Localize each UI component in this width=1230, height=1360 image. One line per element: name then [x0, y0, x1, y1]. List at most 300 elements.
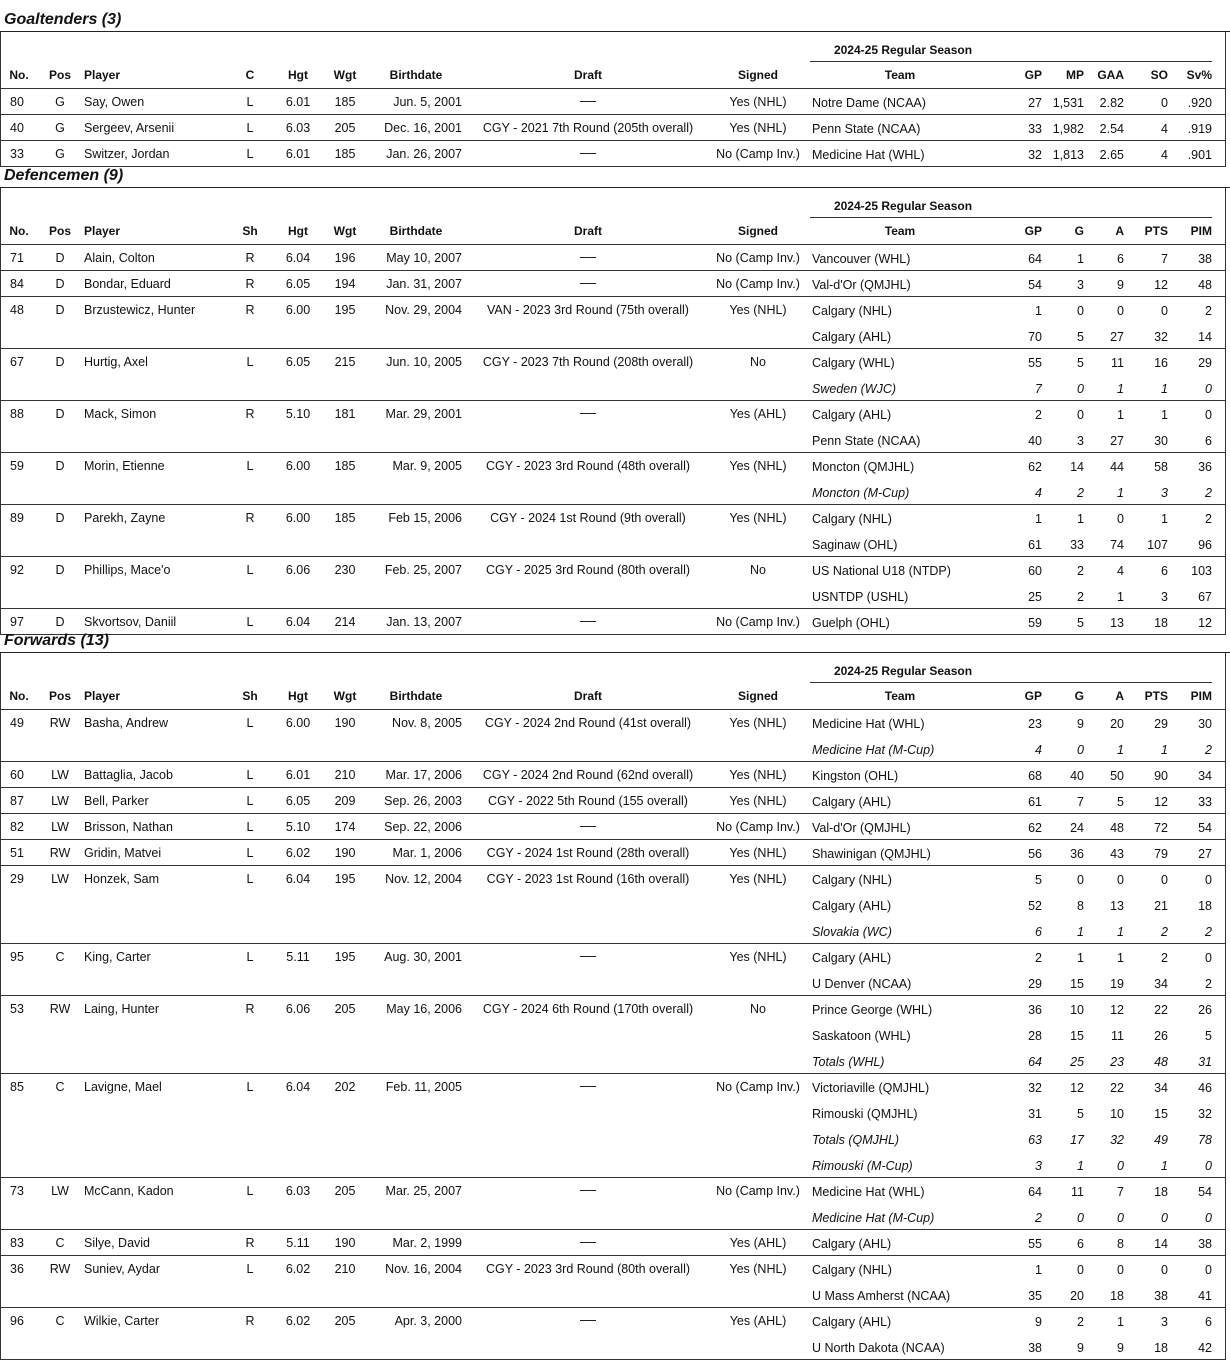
stat-value: 2	[1077, 590, 1084, 604]
weight: 195	[334, 872, 356, 886]
player-name: Battaglia, Jacob	[84, 768, 173, 782]
position: LW	[51, 794, 69, 808]
stat-value: 1	[1035, 512, 1042, 526]
player-row	[0, 1177, 1226, 1229]
stat-value: 2.82	[1099, 96, 1124, 110]
handedness: R	[245, 1002, 255, 1016]
hdr-team: Team	[884, 68, 916, 82]
position: D	[55, 277, 65, 291]
stat-value: 2	[1077, 1315, 1084, 1329]
stat-value: 0	[1205, 382, 1212, 396]
stat-value: 1	[1077, 252, 1084, 266]
player-row	[0, 348, 1226, 400]
hdr-stat2: G	[1074, 224, 1084, 238]
stat-value: 34	[1154, 977, 1168, 991]
stat-value: 30	[1154, 434, 1168, 448]
handedness: L	[246, 95, 254, 109]
height: 6.00	[285, 716, 311, 730]
stat-value: 10	[1070, 1003, 1084, 1017]
weight: 210	[334, 768, 356, 782]
hdr-hand: C	[245, 68, 255, 82]
number: 96	[10, 1314, 24, 1328]
number: 89	[10, 511, 24, 525]
number: 87	[10, 794, 24, 808]
height: 6.01	[285, 768, 311, 782]
stat-value: 35	[1028, 1289, 1042, 1303]
birthdate: Sep. 26, 2003	[384, 794, 462, 808]
height: 6.02	[285, 1314, 311, 1328]
weight: 214	[334, 615, 356, 629]
player-name: Mack, Simon	[84, 407, 157, 421]
team: Calgary (WHL)	[812, 356, 895, 370]
stat-line	[0, 114, 1226, 140]
height: 6.05	[285, 277, 311, 291]
stat-value: 0	[1205, 1263, 1212, 1277]
stat-value: 1	[1117, 1315, 1124, 1329]
player-name: Parekh, Zayne	[84, 511, 166, 525]
stat-value: 60	[1028, 564, 1042, 578]
number: 95	[10, 950, 24, 964]
team: U Mass Amherst (NCAA)	[812, 1289, 951, 1303]
signed: No (Camp Inv.)	[716, 251, 800, 265]
signed: Yes (NHL)	[729, 872, 787, 886]
stat-value: 34	[1154, 1081, 1168, 1095]
number: 60	[10, 768, 24, 782]
stat-value: 38	[1028, 1341, 1042, 1355]
player-row	[0, 140, 1226, 166]
stat-value: 58	[1154, 460, 1168, 474]
hdr-birthdate: Birthdate	[389, 68, 443, 82]
stat-value: 2	[1205, 486, 1212, 500]
team: Calgary (AHL)	[812, 330, 892, 344]
stat-value: 5	[1035, 873, 1042, 887]
hdr-hgt: Hgt	[288, 68, 308, 82]
signed: Yes (NHL)	[729, 768, 787, 782]
player-name: Say, Owen	[84, 95, 145, 109]
stat-value: 2	[1205, 925, 1212, 939]
stat-value: 6	[1077, 1237, 1084, 1251]
weight: 181	[334, 407, 356, 421]
stat-value: 54	[1198, 821, 1212, 835]
stat-value: 2	[1161, 925, 1168, 939]
handedness: L	[246, 1184, 254, 1198]
stat-value: 23	[1028, 717, 1042, 731]
stat-value: 32	[1028, 148, 1042, 162]
stat-value: 59	[1028, 616, 1042, 630]
stat-value: 1	[1117, 382, 1124, 396]
signed: Yes (NHL)	[729, 794, 787, 808]
number: 67	[10, 355, 24, 369]
draft: CGY - 2023 7th Round (208th overall)	[482, 355, 694, 369]
hdr-pos: Pos	[48, 224, 71, 238]
stat-value: 52	[1028, 899, 1042, 913]
team: Calgary (AHL)	[812, 1237, 892, 1251]
stat-line	[0, 995, 1226, 1021]
number: 33	[10, 147, 24, 161]
stat-value: 2	[1035, 951, 1042, 965]
stat-value: 24	[1070, 821, 1084, 835]
player-row	[0, 839, 1226, 865]
stat-value: 18	[1110, 1289, 1124, 1303]
stat-value: 54	[1028, 278, 1042, 292]
stat-value: .920	[1187, 96, 1212, 110]
number: 92	[10, 563, 24, 577]
stat-value: 14	[1198, 330, 1212, 344]
stat-value: 6	[1205, 434, 1212, 448]
handedness: L	[246, 1262, 254, 1276]
stat-value: 29	[1198, 356, 1212, 370]
stat-value: 0	[1161, 96, 1168, 110]
handedness: L	[246, 615, 254, 629]
stat-value: 29	[1154, 717, 1168, 731]
stat-value: 0	[1117, 873, 1124, 887]
stat-value: 79	[1154, 847, 1168, 861]
position: D	[55, 251, 65, 265]
stat-value: 1,813	[1052, 148, 1084, 162]
stat-line	[0, 530, 1226, 556]
position: RW	[49, 716, 71, 730]
signed: Yes (NHL)	[729, 1262, 787, 1276]
stat-value: 9	[1117, 278, 1124, 292]
stat-value: 36	[1028, 1003, 1042, 1017]
hdr-signed: Signed	[737, 68, 778, 82]
player-name: Hurtig, Axel	[84, 355, 148, 369]
player-name: Laing, Hunter	[84, 1002, 160, 1016]
stat-value: 1	[1077, 1159, 1084, 1173]
birthdate: Jan. 31, 2007	[386, 277, 462, 291]
stat-value: 8	[1117, 1237, 1124, 1251]
team: Calgary (NHL)	[812, 512, 892, 526]
stat-value: 27	[1110, 330, 1124, 344]
height: 6.03	[285, 1184, 311, 1198]
player-name: Skvortsov, Daniil	[84, 615, 177, 629]
stat-value: 5	[1077, 1107, 1084, 1121]
weight: 190	[334, 846, 356, 860]
stat-value: 2	[1077, 486, 1084, 500]
team: Slovakia (WC)	[812, 925, 892, 939]
hdr-stat3: A	[1115, 689, 1124, 703]
position: C	[55, 950, 65, 964]
stat-value: 5	[1205, 1029, 1212, 1043]
stat-line	[0, 839, 1226, 865]
stat-line	[0, 735, 1226, 761]
draft: VAN - 2023 3rd Round (75th overall)	[487, 303, 689, 317]
stat-value: 0	[1077, 1211, 1084, 1225]
position: LW	[51, 1184, 69, 1198]
stat-value: 1	[1077, 951, 1084, 965]
stat-line	[0, 478, 1226, 504]
signed: No (Camp Inv.)	[716, 277, 800, 291]
position: D	[55, 615, 65, 629]
handedness: L	[246, 121, 254, 135]
hdr-hand: Sh	[242, 224, 258, 238]
birthdate: Jan. 13, 2007	[386, 615, 462, 629]
stat-value: 62	[1028, 821, 1042, 835]
stat-value: 32	[1198, 1107, 1212, 1121]
stat-value: 15	[1070, 977, 1084, 991]
stat-value: 5	[1077, 330, 1084, 344]
handedness: L	[246, 355, 254, 369]
stat-line	[0, 1151, 1226, 1177]
stat-value: 33	[1070, 538, 1084, 552]
stat-line	[0, 787, 1226, 813]
stat-value: 61	[1028, 795, 1042, 809]
stat-value: 7	[1035, 382, 1042, 396]
stat-value: 0	[1161, 304, 1168, 318]
height: 5.11	[286, 950, 310, 964]
height: 6.04	[285, 1080, 311, 1094]
birthdate: Mar. 29, 2001	[385, 407, 462, 421]
weight: 230	[334, 563, 356, 577]
hdr-stat2: MP	[1066, 68, 1084, 82]
stat-value: 0	[1205, 408, 1212, 422]
number: 82	[10, 820, 24, 834]
player-row	[0, 400, 1226, 452]
stat-line	[0, 943, 1226, 969]
birthdate: Jun. 5, 2001	[393, 95, 462, 109]
stat-value: 29	[1028, 977, 1042, 991]
stat-value: 1	[1117, 743, 1124, 757]
hdr-birthdate: Birthdate	[389, 224, 443, 238]
hdr-stat1: GP	[1024, 224, 1042, 238]
stat-value: 15	[1070, 1029, 1084, 1043]
height: 5.10	[285, 820, 311, 834]
stat-value: 14	[1070, 460, 1084, 474]
team: Penn State (NCAA)	[812, 122, 921, 136]
birthdate: Aug. 30, 2001	[384, 950, 462, 964]
stat-value: 2	[1161, 951, 1168, 965]
stat-value: 55	[1028, 356, 1042, 370]
hdr-no: No.	[9, 224, 29, 238]
position: D	[55, 563, 65, 577]
signed: No	[750, 563, 766, 577]
player-row	[0, 761, 1226, 787]
stat-value: 0	[1205, 873, 1212, 887]
stat-line	[0, 426, 1226, 452]
handedness: L	[246, 147, 254, 161]
season-label: 2024-25 Regular Season	[833, 199, 973, 213]
player-name: Suniev, Aydar	[84, 1262, 160, 1276]
stat-value: 38	[1154, 1289, 1168, 1303]
hdr-no: No.	[9, 68, 29, 82]
number: 40	[10, 121, 24, 135]
stat-value: 9	[1117, 1341, 1124, 1355]
birthdate: Mar. 17, 2006	[385, 768, 462, 782]
stat-line	[0, 709, 1226, 735]
stat-value: 30	[1198, 717, 1212, 731]
number: 59	[10, 459, 24, 473]
weight: 190	[334, 716, 356, 730]
stat-value: 78	[1198, 1133, 1212, 1147]
signed: Yes (NHL)	[729, 121, 787, 135]
hdr-signed: Signed	[737, 224, 778, 238]
weight: 185	[334, 95, 356, 109]
stat-value: 1	[1117, 408, 1124, 422]
height: 6.01	[285, 147, 311, 161]
draft: CGY - 2024 2nd Round (41st overall)	[484, 716, 692, 730]
weight: 210	[334, 1262, 356, 1276]
stat-value: 1	[1161, 743, 1168, 757]
stat-line	[0, 1177, 1226, 1203]
stat-value: 12	[1154, 278, 1168, 292]
stat-line	[0, 1099, 1226, 1125]
number: 29	[10, 872, 24, 886]
stat-value: 7	[1117, 1185, 1124, 1199]
column-header-row	[0, 68, 1226, 86]
stat-value: 7	[1077, 795, 1084, 809]
stat-value: 1,531	[1052, 96, 1084, 110]
player-name: Silye, David	[84, 1236, 150, 1250]
birthdate: Feb. 11, 2005	[385, 1080, 462, 1094]
player-row	[0, 865, 1226, 943]
team: Rimouski (QMJHL)	[812, 1107, 918, 1121]
stat-line	[0, 270, 1226, 296]
stat-value: 74	[1110, 538, 1124, 552]
stat-value: 22	[1110, 1081, 1124, 1095]
number: 97	[10, 615, 24, 629]
stat-value: 0	[1077, 408, 1084, 422]
stat-value: 0	[1117, 1263, 1124, 1277]
stat-value: 1,982	[1052, 122, 1084, 136]
stat-value: .901	[1187, 148, 1212, 162]
number: 80	[10, 95, 24, 109]
stat-value: 0	[1077, 873, 1084, 887]
team: US National U18 (NTDP)	[812, 564, 951, 578]
stat-value: 33	[1028, 122, 1042, 136]
handedness: R	[245, 511, 255, 525]
signed: No (Camp Inv.)	[716, 615, 800, 629]
player-name: Wilkie, Carter	[84, 1314, 160, 1328]
player-row	[0, 244, 1226, 270]
stat-value: 3	[1035, 1159, 1042, 1173]
team: Moncton (QMJHL)	[812, 460, 915, 474]
number: 71	[10, 251, 24, 265]
hdr-pos: Pos	[48, 68, 71, 82]
handedness: L	[246, 563, 254, 577]
stat-value: 3	[1161, 590, 1168, 604]
draft: CGY - 2023 1st Round (16th overall)	[486, 872, 690, 886]
hdr-stat3: A	[1115, 224, 1124, 238]
weight: 209	[334, 794, 356, 808]
stat-value: 31	[1198, 1055, 1212, 1069]
player-row	[0, 296, 1226, 348]
stat-value: 36	[1070, 847, 1084, 861]
player-row	[0, 787, 1226, 813]
handedness: L	[246, 872, 254, 886]
stat-value: 2.65	[1099, 148, 1124, 162]
hdr-player: Player	[84, 68, 121, 82]
stat-value: 1	[1077, 925, 1084, 939]
team: Guelph (OHL)	[812, 616, 890, 630]
birthdate: Mar. 25, 2007	[385, 1184, 462, 1198]
height: 6.04	[285, 251, 311, 265]
stat-line	[0, 865, 1226, 891]
stat-value: 25	[1070, 1055, 1084, 1069]
number: 85	[10, 1080, 24, 1094]
stat-value: 3	[1161, 486, 1168, 500]
hdr-stat2: G	[1074, 689, 1084, 703]
team: Notre Dame (NCAA)	[812, 96, 926, 110]
stat-line	[0, 1333, 1226, 1359]
player-row	[0, 88, 1226, 114]
stat-value: 5	[1117, 795, 1124, 809]
section-title: Forwards (13)	[0, 629, 1230, 653]
stat-value: 18	[1154, 1185, 1168, 1199]
stat-line	[0, 917, 1226, 943]
stat-value: 43	[1110, 847, 1124, 861]
weight: 205	[334, 1184, 356, 1198]
stat-value: 0	[1161, 873, 1168, 887]
handedness: L	[246, 846, 254, 860]
player-row	[0, 556, 1226, 608]
stat-value: 8	[1077, 899, 1084, 913]
stat-value: 0	[1077, 382, 1084, 396]
team: Medicine Hat (M-Cup)	[812, 1211, 935, 1225]
stat-value: 20	[1070, 1289, 1084, 1303]
team: Calgary (NHL)	[812, 304, 892, 318]
signed: No (Camp Inv.)	[716, 820, 800, 834]
handedness: L	[246, 1080, 254, 1094]
handedness: L	[246, 820, 254, 834]
stat-value: 0	[1205, 951, 1212, 965]
stat-value: 55	[1028, 1237, 1042, 1251]
stat-value: 2.54	[1099, 122, 1124, 136]
stat-value: 67	[1198, 590, 1212, 604]
signed: Yes (NHL)	[729, 950, 787, 964]
signed: No	[750, 1002, 766, 1016]
stat-value: 18	[1154, 1341, 1168, 1355]
stat-value: 17	[1070, 1133, 1084, 1147]
stat-value: 64	[1028, 1185, 1042, 1199]
signed: No (Camp Inv.)	[716, 147, 800, 161]
handedness: L	[246, 768, 254, 782]
draft: CGY - 2022 5th Round (155 overall)	[488, 794, 688, 808]
stat-line	[0, 140, 1226, 166]
number: 53	[10, 1002, 24, 1016]
team: Medicine Hat (WHL)	[812, 148, 925, 162]
team: Calgary (AHL)	[812, 408, 892, 422]
stat-value: 13	[1110, 616, 1124, 630]
birthdate: Jan. 26, 2007	[386, 147, 462, 161]
stat-line	[0, 1307, 1226, 1333]
draft: CGY - 2023 3rd Round (80th overall)	[485, 1262, 691, 1276]
number: 73	[10, 1184, 24, 1198]
stat-value: 4	[1035, 743, 1042, 757]
hdr-signed: Signed	[737, 689, 778, 703]
stat-value: 27	[1198, 847, 1212, 861]
signed: No (Camp Inv.)	[716, 1184, 800, 1198]
handedness: R	[245, 407, 255, 421]
stat-value: 0	[1205, 1211, 1212, 1225]
player-name: Honzek, Sam	[84, 872, 160, 886]
stat-value: 1	[1035, 304, 1042, 318]
stat-value: 107	[1147, 538, 1168, 552]
stat-value: 12	[1070, 1081, 1084, 1095]
position: LW	[51, 820, 69, 834]
number: 48	[10, 303, 24, 317]
weight: 185	[334, 459, 356, 473]
signed: Yes (NHL)	[729, 716, 787, 730]
height: 6.06	[285, 563, 311, 577]
team: U Denver (NCAA)	[812, 977, 912, 991]
number: 88	[10, 407, 24, 421]
stat-value: 42	[1198, 1341, 1212, 1355]
stat-line	[0, 452, 1226, 478]
stat-line	[0, 1073, 1226, 1099]
stat-value: 26	[1154, 1029, 1168, 1043]
stat-value: 10	[1110, 1107, 1124, 1121]
hdr-hgt: Hgt	[288, 224, 308, 238]
